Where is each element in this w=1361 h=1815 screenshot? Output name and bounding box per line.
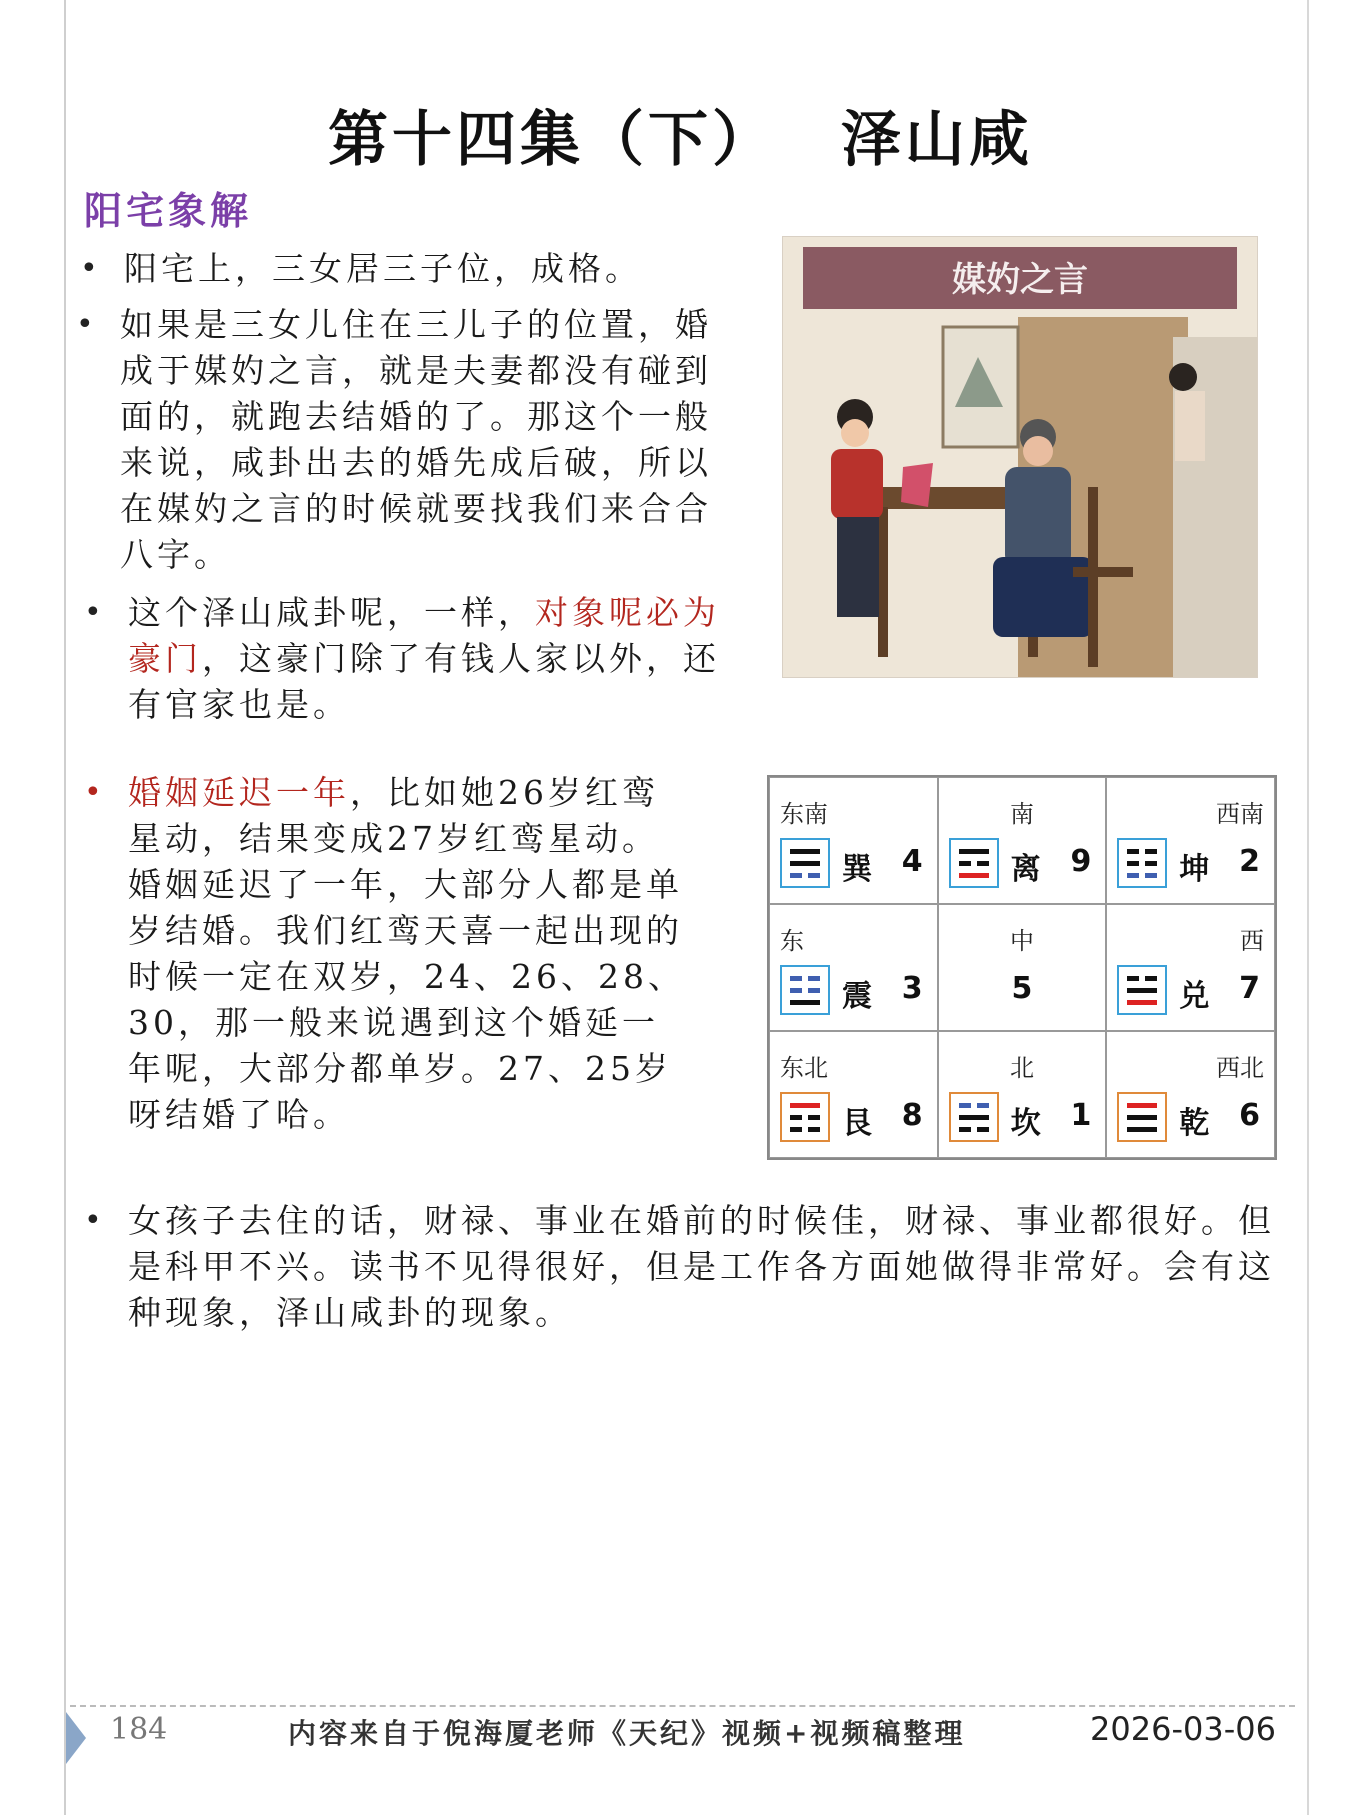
left-frame-line: [64, 0, 66, 1815]
bullet-1-text: 阳宅上，三女居三子位，成格。: [124, 249, 642, 288]
trigram-number: 4: [901, 844, 923, 879]
bullet-dot: •: [84, 1203, 106, 1238]
page-title: 第十四集（下） 泽山咸: [328, 105, 1033, 175]
trigram-name: 巽: [842, 852, 872, 887]
bullet-2-text: 如果是三女儿住在三儿子的位置，婚成于媒妁之言，就是夫妻都没有碰到面的，就跑去结婚的了。那这个一般来说，咸卦出去的婚先成后破，所以在媒妁之言的时候就要找我们来合合八字。: [120, 305, 712, 574]
bagua-direction: 南: [1009, 800, 1034, 828]
page-number: 184: [110, 1712, 168, 1747]
footer-date: 2026-03-06: [1090, 1710, 1276, 1748]
bullet-3-text-post: ，这豪门除了有钱人家以外，还有官家也是。: [128, 639, 720, 724]
bullet-1: [80, 246, 764, 292]
bullet-3-text-pre: 这个泽山咸卦呢，一样，: [128, 593, 535, 632]
bullet-3-highlight: 对象呢必为豪门: [128, 593, 720, 678]
bagua-cell: [938, 777, 1107, 904]
trigram-name: 乾: [1179, 1106, 1210, 1141]
bagua-direction: 西: [1240, 927, 1264, 955]
bagua-direction: 西北: [1216, 1054, 1264, 1082]
bullet-dot: •: [84, 775, 106, 810]
bullet-4-highlight: 婚姻延迟一年: [128, 773, 350, 812]
bagua-cell: [1106, 1031, 1275, 1158]
trigram-name: 艮: [842, 1106, 872, 1141]
right-frame-line: [1307, 0, 1309, 1815]
bullet-4-text: ，比如她26岁红鸾星动，结果变成27岁红鸾星动。婚姻延迟了一年，大部分人都是单岁结婚。我们红鸾天喜一起出现的时候一定在双岁，24、26、28、30，那一般来说遇到这个婚延一年呢，大部分都单岁。27、25岁呀结婚了哈。: [128, 773, 685, 1134]
trigram-name: 震: [842, 979, 872, 1014]
bagua-cell: [769, 904, 938, 1031]
bagua-grid: [767, 775, 1277, 1160]
bagua-direction: 西南: [1216, 800, 1264, 828]
bagua-cell: [1106, 904, 1275, 1031]
trigram-number: 9: [1070, 844, 1092, 879]
bullet-4: [84, 770, 688, 1138]
bullet-dot: •: [84, 595, 106, 630]
bagua-cell: [769, 1031, 938, 1158]
trigram-icon: [780, 838, 830, 888]
bagua-cell: [1106, 777, 1275, 904]
elder-jacket: [1005, 467, 1071, 567]
footer-divider: [70, 1705, 1295, 1707]
trigram-icon: [949, 838, 999, 888]
trigram-number: 7: [1239, 971, 1260, 1006]
trigram-icon: [1117, 965, 1167, 1015]
bullet-dot: •: [80, 251, 102, 286]
trigram-icon: [949, 1092, 999, 1142]
section-heading: 阳宅象解: [84, 188, 253, 233]
trigram-number: 8: [901, 1098, 923, 1133]
footer-arrow-icon: [66, 1712, 86, 1764]
bagua-cell: [769, 777, 938, 904]
bagua-cell: [938, 1031, 1107, 1158]
trigram-name: 离: [1010, 852, 1041, 887]
trigram-number: 6: [1239, 1098, 1260, 1133]
trigram-icon: [780, 965, 830, 1015]
bullet-2: [76, 302, 740, 578]
footer-source: 内容来自于倪海厦老师《天纪》视频+视频稿整理: [288, 1717, 966, 1750]
trigram-number: 3: [901, 971, 923, 1006]
illustration-banner-text: 媒妁之言: [952, 260, 1088, 300]
bullet-5-text: 女孩子去住的话，财禄、事业在婚前的时候佳，财禄、事业都很好。但是科甲不兴。读书不见得很好，但是工作各方面她做得非常好。会有这种现象，泽山咸卦的现象。: [128, 1201, 1275, 1332]
bagua-direction: 东北: [780, 1054, 828, 1082]
trigram-number: 1: [1070, 1098, 1092, 1133]
bullet-dot: •: [76, 307, 98, 342]
bullet-5: [84, 1198, 1278, 1336]
trigram-icon: [1117, 1092, 1167, 1142]
trigram-name: 兑: [1179, 979, 1210, 1014]
matchmaker-illustration: [782, 236, 1258, 678]
trigram-name: 坤: [1179, 852, 1210, 887]
bullet-3: [84, 590, 748, 728]
illustration-drawing: [783, 237, 1257, 677]
trigram-icon: [780, 1092, 830, 1142]
trigram-name: 坎: [1010, 1106, 1041, 1141]
bagua-direction: 中: [1009, 927, 1034, 955]
bagua-direction: 东: [780, 927, 804, 955]
trigram-number: 5: [1011, 971, 1033, 1006]
bagua-direction: 东南: [780, 800, 828, 828]
bagua-direction: 北: [1009, 1054, 1034, 1082]
woman-red-jacket: [831, 449, 883, 519]
bagua-cell: [938, 904, 1107, 1031]
trigram-icon: [1117, 838, 1167, 888]
trigram-number: 2: [1239, 844, 1260, 879]
